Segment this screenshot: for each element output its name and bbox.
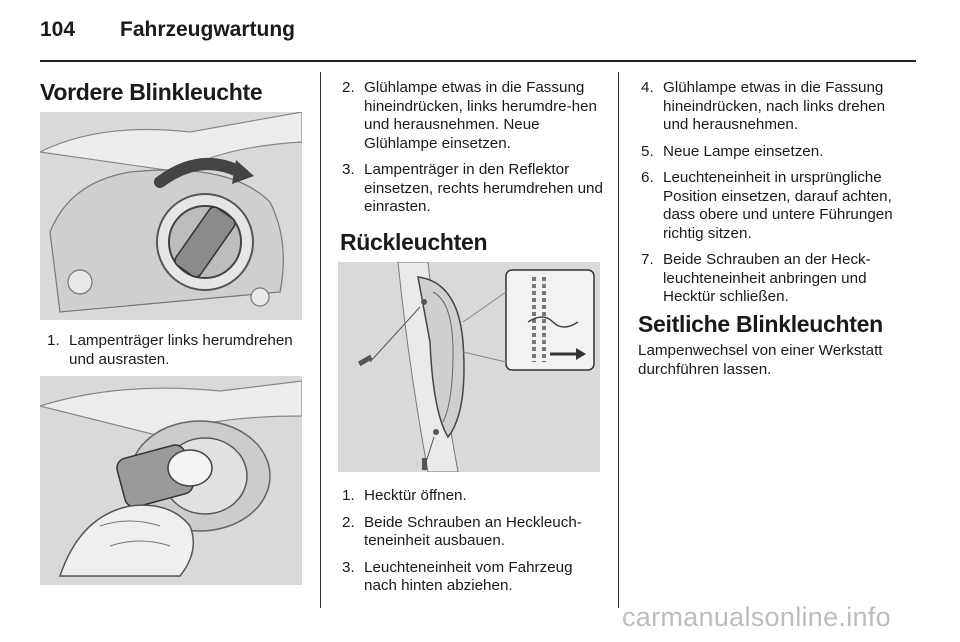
step-number: 2. <box>342 79 355 96</box>
figure-rear-light-unit <box>338 262 600 472</box>
steps-list-front <box>47 332 305 377</box>
steps-list-rear-continued <box>641 79 911 315</box>
step-text: Lampenträger links herumdrehen und ausrasten. <box>69 332 293 368</box>
step-text: Beide Schrauben an Heckleuch-teneinheit ausbauen. <box>364 513 582 549</box>
section-heading-seitliche-blinkleuchten: Seitliche Blinkleuchten <box>638 311 883 337</box>
list-item <box>342 79 604 153</box>
figure-front-indicator-bulb <box>40 376 302 585</box>
page-number: 104 <box>40 18 76 41</box>
list-item <box>641 169 911 243</box>
steps-list-rear <box>342 487 604 604</box>
step-text: Neue Lampe einsetzen. <box>663 142 824 160</box>
step-text: Leuchteneinheit in ursprüngliche Position einsetzen, darauf achten, dass obere und untere Führungen richtig sitzen. <box>663 169 893 242</box>
section-heading-vordere-blinkleuchte: Vordere Blinkleuchte <box>40 79 263 105</box>
step-text: Lampenträger in den Reflektor einsetzen, rechts herumdrehen und einrasten. <box>364 161 603 215</box>
step-text: Beide Schrauben an der Heck-leuchteneinheit anbringen und Hecktür schließen. <box>663 251 871 305</box>
list-item <box>342 161 604 217</box>
step-number: 2. <box>342 513 355 531</box>
list-item <box>641 251 911 307</box>
step-number: 3. <box>342 161 355 178</box>
column-divider-right <box>618 72 619 608</box>
watermark: carmanualsonline.info <box>622 602 891 632</box>
page-title: Fahrzeugwartung <box>120 18 296 41</box>
step-text: Glühlampe etwas in die Fassung hineindrücken, links herumdre-hen und herausnehmen. Neue Glühlampe einsetzen. <box>364 79 598 152</box>
steps-list-bulb <box>342 79 604 225</box>
step-number: 1. <box>342 487 355 504</box>
list-item <box>342 559 604 596</box>
step-number: 5. <box>641 142 654 160</box>
step-text: Hecktür öffnen. <box>364 487 467 504</box>
step-number: 7. <box>641 251 654 268</box>
list-item <box>342 487 604 506</box>
list-item <box>342 514 604 551</box>
figure-front-indicator-lampholder <box>40 112 302 320</box>
column-divider-left <box>320 72 321 608</box>
section-heading-rueckleuchten: Rückleuchten <box>340 229 488 255</box>
step-number: 4. <box>641 79 654 96</box>
step-number: 6. <box>641 169 654 186</box>
step-text: Leuchteneinheit vom Fahrzeug nach hinten abziehen. <box>364 558 573 594</box>
side-indicator-note: Lampenwechsel von einer Werkstatt durchführen lassen. <box>638 342 883 378</box>
step-number: 1. <box>47 332 60 349</box>
list-item <box>47 332 305 369</box>
list-item <box>641 143 911 162</box>
step-text: Glühlampe etwas in die Fassung hineindrücken, nach links drehen und herausnehmen. <box>663 79 886 133</box>
step-number: 3. <box>342 558 355 576</box>
list-item <box>641 79 911 135</box>
header-rule <box>40 60 916 62</box>
